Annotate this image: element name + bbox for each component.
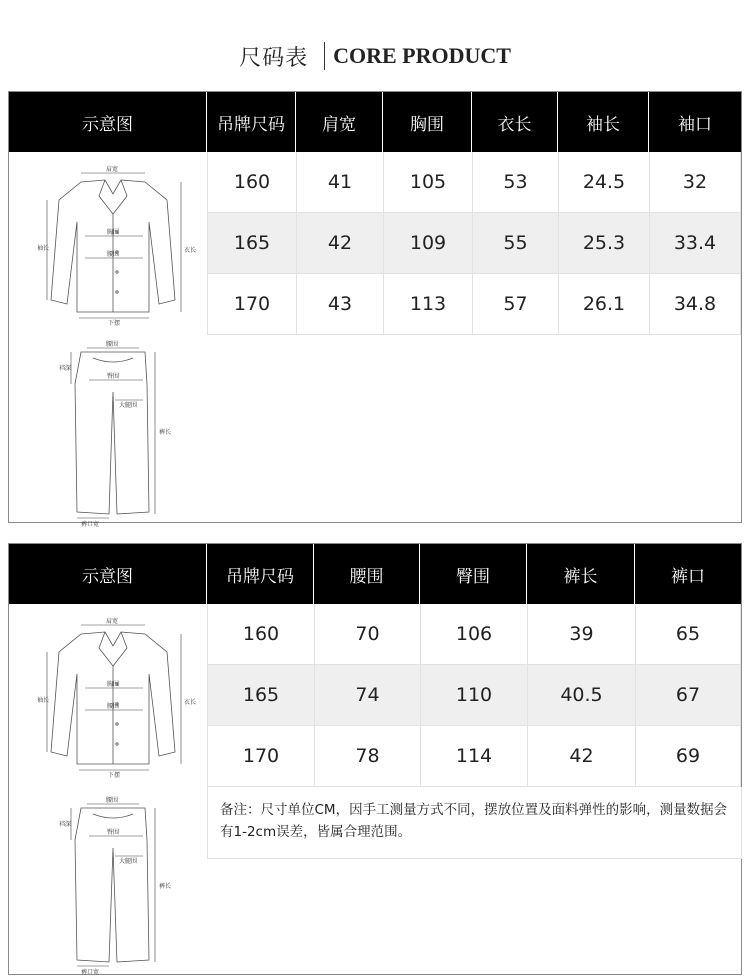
label-leg-opening: 裤口宽 <box>81 521 100 528</box>
table-row <box>207 665 741 726</box>
table-cell: 57 <box>472 274 558 334</box>
label-length: 衣长 <box>184 247 197 254</box>
size-grid <box>207 604 741 787</box>
label-hip: 臀围 <box>107 373 120 380</box>
shirt-icon <box>51 632 175 764</box>
diagram-column <box>9 604 207 978</box>
size-table-top <box>8 91 742 528</box>
label-sleeve: 袖长 <box>37 245 50 252</box>
table-cell: 32 <box>649 152 741 212</box>
label-rise: 裆深 <box>59 821 72 828</box>
table-cell: 39 <box>527 604 635 664</box>
header-cell: 衣长 <box>472 92 558 152</box>
size-grid <box>207 152 741 335</box>
table-row <box>207 604 741 665</box>
table-cell: 67 <box>635 665 741 725</box>
table-cell: 40.5 <box>527 665 635 725</box>
title-chinese: 尺码表 <box>239 45 309 71</box>
header-cell: 腰围 <box>314 544 420 604</box>
table-cell: 109 <box>383 213 472 273</box>
shirt-icon <box>51 180 175 312</box>
garment-diagram <box>9 604 207 974</box>
table-row <box>207 152 741 213</box>
table-cell: 43 <box>296 274 383 334</box>
table-row <box>207 726 741 787</box>
label-sleeve: 袖长 <box>37 697 50 704</box>
label-hem: 下摆 <box>108 320 121 327</box>
table-cell: 170 <box>207 274 296 334</box>
label-pant-length: 裤长 <box>159 883 172 890</box>
table-cell: 42 <box>527 726 635 786</box>
table-cell: 70 <box>314 604 420 664</box>
table-header <box>9 92 741 152</box>
table-header <box>9 544 741 604</box>
table-cell: 113 <box>383 274 472 334</box>
table-cell: 25.3 <box>558 213 649 273</box>
label-pant-waist: 腰围 <box>106 797 119 804</box>
label-thigh: 大腿围 <box>119 858 138 865</box>
label-shoulder: 肩宽 <box>106 618 119 625</box>
table-cell: 114 <box>420 726 527 786</box>
table-row <box>207 274 741 335</box>
header-cell: 肩宽 <box>296 92 383 152</box>
header-cell: 袖长 <box>558 92 649 152</box>
label-pant-waist: 腰围 <box>106 341 119 348</box>
table-cell: 160 <box>207 604 314 664</box>
table-cell: 165 <box>207 665 314 725</box>
table-row <box>207 213 741 274</box>
table-cell: 105 <box>383 152 472 212</box>
table-cell: 110 <box>420 665 527 725</box>
table-cell: 42 <box>296 213 383 273</box>
table-cell: 160 <box>207 152 296 212</box>
table-cell: 55 <box>472 213 558 273</box>
header-cell: 胸围 <box>383 92 472 152</box>
title-english: CORE PRODUCT <box>333 43 511 68</box>
measurement-note: 备注：尺寸单位CM，因手工测量方式不同，摆放位置及面料弹性的影响，测量数据会有1-2cm误差，皆属合理范围。 <box>207 787 742 859</box>
size-table-bottom <box>8 543 742 975</box>
header-cell: 袖口 <box>678 114 712 135</box>
table-cell: 74 <box>314 665 420 725</box>
label-rise: 裆深 <box>59 365 72 372</box>
label-length: 衣长 <box>184 699 197 706</box>
table-cell: 34.8 <box>649 274 741 334</box>
table-cell: 33.4 <box>649 213 741 273</box>
table-cell: 53 <box>472 152 558 212</box>
table-cell: 78 <box>314 726 420 786</box>
header-cell: 示意图 <box>9 92 207 152</box>
label-waist: 腰围 <box>107 703 120 710</box>
label-leg-opening: 裤口宽 <box>81 969 100 976</box>
table-cell: 170 <box>207 726 314 786</box>
table-cell: 24.5 <box>558 152 649 212</box>
title-divider <box>324 42 325 70</box>
header-cell: 示意图 <box>9 544 207 604</box>
label-chest: 胸围 <box>107 681 120 688</box>
label-hip: 臀围 <box>107 829 120 836</box>
header-cell: 臀围 <box>420 544 527 604</box>
header-cell: 吊牌尺码 <box>207 544 314 604</box>
label-chest: 胸围 <box>107 229 120 236</box>
table-cell: 26.1 <box>558 274 649 334</box>
label-shoulder: 肩宽 <box>106 166 119 173</box>
header-cell: 吊牌尺码 <box>207 92 296 152</box>
table-cell: 65 <box>635 604 741 664</box>
table-cell: 165 <box>207 213 296 273</box>
garment-diagram <box>9 152 207 528</box>
table-cell: 106 <box>420 604 527 664</box>
header-cell: 裤口 <box>671 566 705 587</box>
label-waist: 腰围 <box>107 251 120 258</box>
table-cell: 69 <box>635 726 741 786</box>
table-cell: 41 <box>296 152 383 212</box>
header-cell: 裤长 <box>527 544 635 604</box>
diagram-column <box>9 152 207 526</box>
label-thigh: 大腿围 <box>119 402 138 409</box>
page-title <box>0 40 750 72</box>
label-pant-length: 裤长 <box>159 429 172 436</box>
label-hem: 下摆 <box>108 772 121 779</box>
